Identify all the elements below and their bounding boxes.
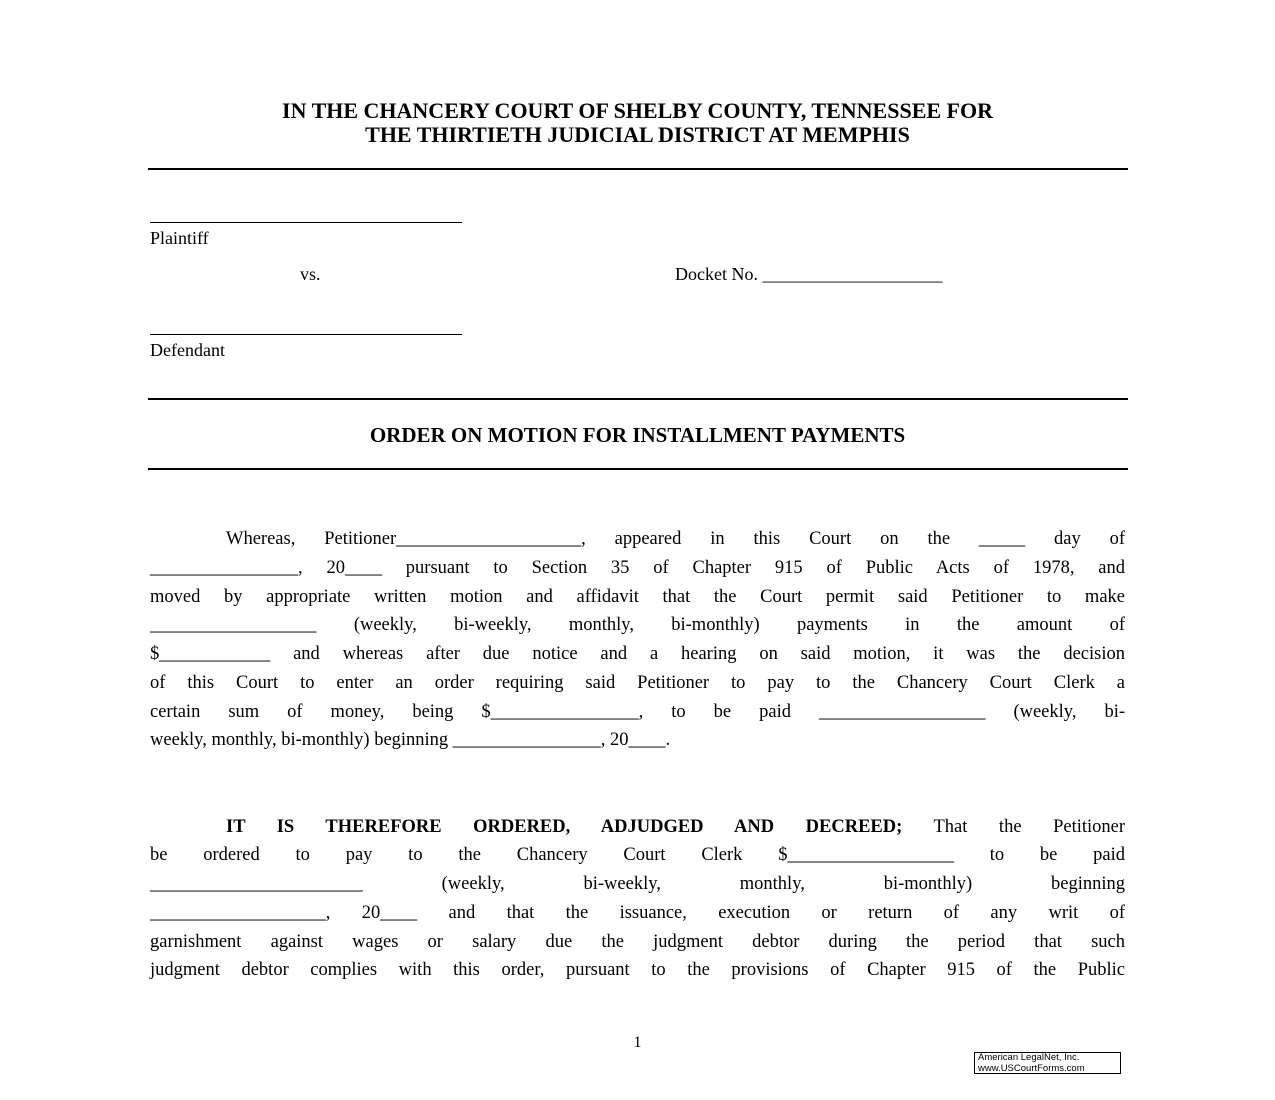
paragraph-line: ________________, 20____ pursuant to Section 35 of Chapter 915 of Public Acts of 1978, and (150, 558, 1125, 578)
page-number: 1 (633, 1034, 642, 1051)
paragraph-line: __________________ (weekly, bi-weekly, monthly, bi-monthly) payments in the amount of (150, 615, 1125, 635)
plaintiff-label: Plaintiff (150, 228, 209, 248)
paragraph-line: _______________________ (weekly, bi-weekly, monthly, bi-monthly) beginning (150, 874, 1125, 894)
defendant-label: Defendant (150, 340, 225, 360)
court-title-line-1: IN THE CHANCERY COURT OF SHELBY COUNTY, TENNESSEE FOR (282, 98, 993, 123)
paragraph-line: $____________ and whereas after due notice and a hearing on said motion, it was the decision (150, 644, 1125, 664)
ordered-lead-rest: That the Petitioner (902, 817, 1125, 837)
stamp-website: www.USCourtForms.com (978, 1062, 1085, 1074)
paragraph-line (226, 816, 1125, 838)
ordered-lead-text: IT IS THEREFORE ORDERED, ADJUDGED AND DECREED; (226, 817, 903, 837)
paragraph-line: ___________________, 20____ and that the issuance, execution or return of any writ of (150, 903, 1125, 923)
court-title-line-2: THE THIRTIETH JUDICIAL DISTRICT AT MEMPHIS (365, 122, 910, 147)
paragraph-line: moved by appropriate written motion and affidavit that the Court permit said Petitioner to make (150, 587, 1125, 607)
paragraph-line: judgment debtor complies with this order, pursuant to the provisions of Chapter 915 of the Public (150, 960, 1125, 980)
plaintiff-name-line (150, 222, 462, 223)
paragraph-line: Whereas, Petitioner____________________, appeared in this Court on the _____ day of (226, 529, 1125, 549)
publisher-stamp (974, 1052, 1121, 1074)
paragraph-line: of this Court to enter an order requiring said Petitioner to pay to the Chancery Court Clerk a (150, 673, 1125, 693)
paragraph-line: certain sum of money, being $________________, to be paid __________________ (weekly, bi- (150, 702, 1125, 722)
title-divider (148, 468, 1128, 470)
paragraph-line: garnishment against wages or salary due the judgment debtor during the period that such (150, 932, 1125, 952)
header-divider (148, 168, 1128, 170)
docket-number-label: Docket No. ____________________ (675, 264, 943, 284)
paragraph-line: weekly, monthly, bi-monthly) beginning ________________, 20____. (150, 730, 671, 750)
versus-label: vs. (300, 264, 321, 284)
stamp-company: American LegalNet, Inc. (978, 1052, 1080, 1063)
caption-divider (148, 398, 1128, 400)
order-title: ORDER ON MOTION FOR INSTALLMENT PAYMENTS (369, 423, 906, 447)
defendant-name-line (150, 334, 462, 335)
paragraph-line: be ordered to pay to the Chancery Court Clerk $__________________ to be paid (150, 845, 1125, 865)
